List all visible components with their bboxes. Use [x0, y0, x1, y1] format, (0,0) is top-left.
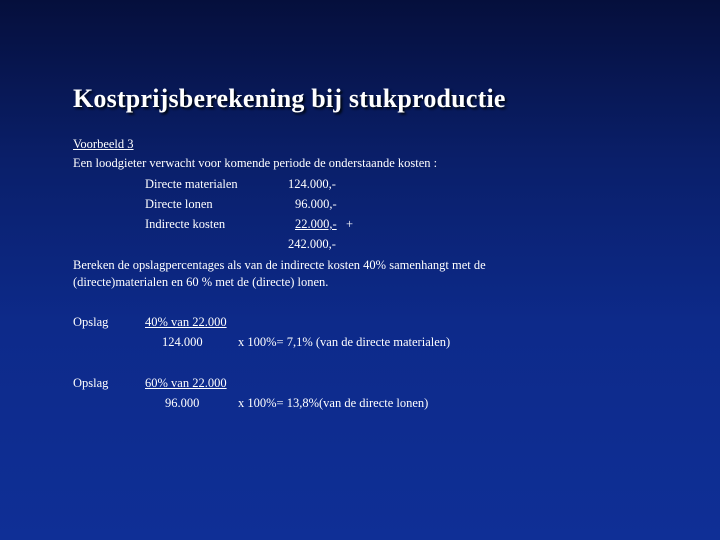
calc1-numerator: 40% van 22.000: [145, 315, 227, 329]
intro-text: Een loodgieter verwacht voor komende periode de onderstaande kosten :: [73, 156, 438, 170]
calc2-denominator: 96.000: [165, 396, 200, 410]
cost-label-indirect: Indirecte kosten: [145, 217, 226, 231]
cost-amount-wages: 96.000,-: [295, 197, 337, 211]
cost-total: 242.000,-: [288, 237, 336, 251]
question-line-1: Bereken de opslagpercentages als van de indirecte kosten 40% samenhangt met de: [73, 258, 486, 272]
calc2-numerator: 60% van 22.000: [145, 376, 227, 390]
question-line-2: (directe)materialen en 60 % met de (directe) lonen.: [73, 275, 329, 289]
cost-label-wages: Directe lonen: [145, 197, 213, 211]
cost-amount-materials: 124.000,-: [288, 177, 336, 191]
plus-sign: +: [346, 217, 354, 231]
calc2-label: Opslag: [73, 376, 109, 390]
slide-title: Kostprijsberekening bij stukproductie: [73, 84, 506, 113]
example-heading: Voorbeeld 3: [73, 137, 134, 151]
calc1-denominator: 124.000: [162, 335, 203, 349]
calc2-result: x 100%= 13,8%(van de directe lonen): [238, 396, 429, 410]
calc1-result: x 100%= 7,1% (van de directe materialen): [238, 335, 451, 349]
cost-amount-indirect: 22.000,-: [295, 217, 337, 231]
calc1-label: Opslag: [73, 315, 109, 329]
cost-label-materials: Directe materialen: [145, 177, 238, 191]
